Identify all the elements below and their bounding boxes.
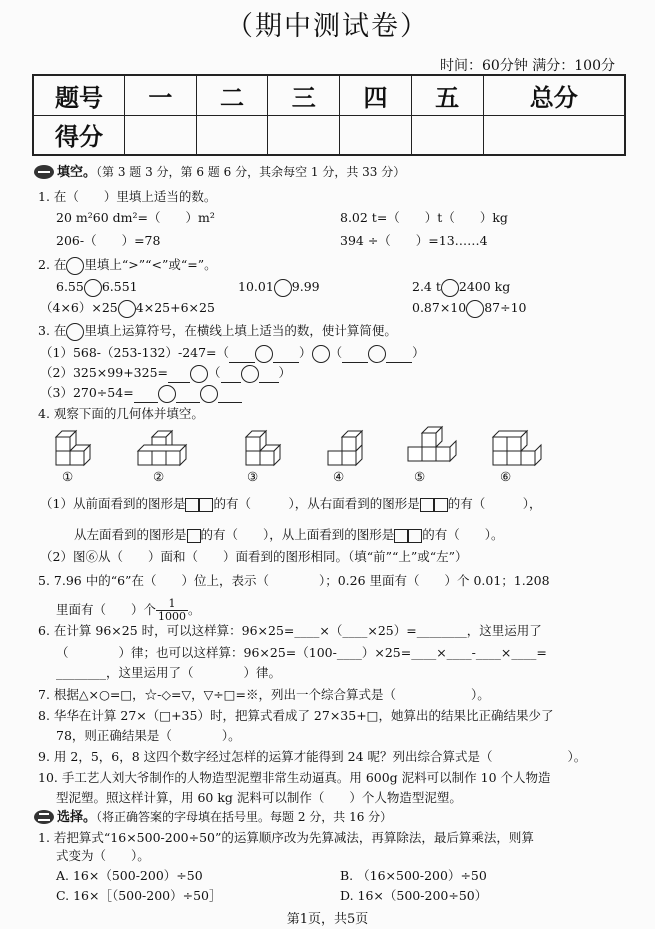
q2-item-right: 87÷10	[484, 300, 527, 315]
blank-line[interactable]	[134, 402, 158, 403]
q3-stem-b: 里填上运算符号，在横线上填上适当的数，使计算简便。	[84, 323, 397, 338]
q2-item-5	[412, 299, 527, 318]
left-view-shape-icon	[187, 529, 201, 543]
compare-circle-icon[interactable]	[466, 300, 484, 318]
score-table	[32, 74, 626, 156]
section-2-note: （将正确答案的字母填在括号里。每题 2 分，共 16 分）	[96, 810, 393, 824]
q4-text: 的有（ ），	[447, 496, 542, 511]
q3-expr-text: （3）270÷54=	[40, 385, 134, 400]
operator-circle-icon[interactable]	[368, 345, 386, 363]
blank-line[interactable]	[259, 382, 279, 383]
q4-line-2	[74, 526, 504, 544]
blank-line[interactable]	[386, 362, 412, 363]
operator-circle-icon[interactable]	[255, 345, 273, 363]
q3-expr-2	[40, 364, 291, 383]
front-view-shape-icon	[199, 498, 213, 512]
right-view-shape-icon	[420, 498, 434, 512]
compare-circle-icon[interactable]	[274, 279, 292, 297]
q5-text: 里面有（ ）个	[56, 602, 157, 617]
q4-text: 的有（ ）。	[422, 527, 504, 542]
q3-paren: ）	[278, 365, 292, 380]
q2-item-right: 4×25+6×25	[135, 300, 215, 315]
cube-label-5: ⑤	[414, 469, 426, 484]
q4-text: 的有（ ），从右面看到的图形是	[213, 496, 420, 511]
q2-item-left: 6.55	[56, 279, 84, 294]
section-1-note: （第 3 题 3 分，第 6 题 6 分，其余每空 1 分，共 33 分）	[96, 165, 406, 179]
score-cell-3[interactable]	[268, 115, 340, 155]
q9: 9. 用 2，5，6，8 这四个数字经过怎样的运算才能得到 24 呢？列出综合算式是（ ）。	[38, 749, 587, 764]
q2-item-4	[40, 299, 215, 318]
cube-figure-4	[328, 431, 362, 465]
q3-expr-3	[40, 384, 242, 403]
cube-label-4: ④	[333, 469, 345, 484]
q5-end: 。	[188, 602, 201, 617]
compare-circle-icon[interactable]	[84, 279, 102, 297]
q5-line-2	[56, 598, 201, 623]
score-row-label: 得分	[33, 115, 125, 155]
operator-circle-icon[interactable]	[312, 345, 330, 363]
fraction	[156, 598, 188, 623]
top-view-shape-icon	[408, 529, 422, 543]
q3-paren: （	[329, 345, 343, 360]
q2-stem	[38, 256, 217, 275]
blank-line[interactable]	[176, 402, 200, 403]
q4-text: 从左面看到的图形是	[74, 527, 187, 542]
section-1-title: 填空。	[57, 165, 97, 180]
q10-line-1: 10. 手工艺人刘大爷制作的人物造型泥塑非常生动逼真。用 600g 泥料可以制作 10 个人物造	[38, 770, 551, 785]
blank-line[interactable]	[168, 382, 190, 383]
cube-figure-1	[56, 431, 90, 465]
section-one-icon	[34, 165, 54, 179]
cube-label-1: ①	[62, 469, 74, 484]
cube-figure-3	[246, 431, 280, 465]
q2-stem-a: 2. 在	[38, 257, 67, 272]
q6-line-1: 6. 在计算 96×25 时，可以这样算：96×25=____×（____×25）=________，这里运用了	[38, 623, 542, 638]
q1-d: 394 ÷（ ）=13……4	[340, 233, 488, 248]
q3-stem	[38, 322, 397, 341]
q2-stem-b: 里填上“>”“<”或“=”。	[84, 257, 217, 272]
header-cell-label: 题号	[33, 75, 125, 115]
fraction-numerator: 1	[156, 598, 188, 611]
score-cell-1[interactable]	[125, 115, 197, 155]
cube-figure-6	[493, 431, 541, 465]
section-1-heading	[34, 163, 405, 182]
q7: 7. 根据△×○=□，☆-◇=▽，▽÷□=※，列出一个综合算式是（ ）。	[38, 687, 490, 702]
q3-paren: （	[208, 365, 221, 380]
q2-item-3	[412, 278, 510, 297]
c1-option-b[interactable]: B. （16×500-200）÷50	[340, 868, 487, 883]
q2-item-right: 2400 kg	[458, 279, 511, 294]
exam-time-info: 时间：60分钟 满分：100分	[440, 58, 615, 74]
q2-item-right: 9.99	[291, 279, 320, 294]
q5-line-1: 5. 7.96 中的“6”在（ ）位上，表示（ ）；0.26 里面有（ ）个 0.01；1.208	[38, 573, 550, 588]
q10-line-2: 型泥塑。照这样计算，用 60 kg 泥料可以制作（ ）个人物造型泥塑。	[56, 790, 462, 805]
q4-line-3: （2）图⑥从（ ）面和（ ）面看到的图形相同。（填“前”“上”或“左”）	[40, 549, 468, 564]
q4-stem: 4. 观察下面的几何体并填空。	[38, 406, 204, 421]
score-cell-4[interactable]	[340, 115, 412, 155]
q2-item-left: 0.87×10	[412, 300, 467, 315]
c1-line-2: 式变为（ ）。	[56, 848, 150, 863]
c1-option-c[interactable]: C. 16×［（500-200）÷50］	[56, 888, 222, 903]
section-2-heading	[34, 808, 392, 827]
header-cell-5: 五	[411, 75, 483, 115]
cube-label-2: ②	[153, 469, 165, 484]
q2-item-right: 6.551	[101, 279, 138, 294]
section-two-icon	[34, 810, 54, 824]
header-cell-3: 三	[268, 75, 340, 115]
q4-line-1	[40, 495, 542, 513]
c1-option-d[interactable]: D. 16×（500-200÷50）	[340, 888, 488, 903]
q2-item-1	[56, 278, 138, 297]
q3-expr-1	[40, 344, 425, 363]
header-cell-1: 一	[125, 75, 197, 115]
page-title: （期中测试卷）	[226, 11, 429, 42]
q1-c: 206-（ ）=78	[56, 233, 161, 248]
cube-figure-5	[408, 427, 456, 461]
q2-item-left: 2.4 t	[412, 279, 441, 294]
operator-circle-icon[interactable]	[158, 385, 176, 403]
score-table-header-row	[33, 75, 625, 115]
q3-expr-text: （1）568-（253-132）-247=（	[40, 345, 230, 360]
cube-label-6: ⑥	[500, 469, 512, 484]
score-table-score-row	[33, 115, 625, 155]
q8-line-2: 78，则正确结果是（ ）。	[56, 728, 241, 743]
cube-figures	[48, 425, 608, 487]
q3-stem-a: 3. 在	[38, 323, 67, 338]
fraction-denominator: 1000	[158, 610, 187, 623]
c1-option-a[interactable]: A. 16×（500-200）÷50	[56, 868, 203, 883]
answer-circle-icon	[66, 257, 84, 275]
q2-item-left: 10.01	[238, 279, 274, 294]
q3-expr-text: （2）325×99+325=	[40, 365, 168, 380]
answer-circle-icon	[66, 323, 84, 341]
q6-line-3: ________，这里运用了（ ）律。	[56, 665, 282, 680]
header-cell-4: 四	[340, 75, 412, 115]
cube-label-3: ③	[247, 469, 259, 484]
score-cell-total[interactable]	[483, 115, 625, 155]
header-cell-total: 总分	[483, 75, 625, 115]
front-view-shape-icon	[185, 498, 199, 512]
score-cell-2[interactable]	[196, 115, 268, 155]
blank-line[interactable]	[342, 362, 368, 363]
score-cell-5[interactable]	[411, 115, 483, 155]
q1-a: 20 m²60 dm²=（ ）m²	[56, 210, 215, 225]
blank-line[interactable]	[221, 382, 241, 383]
q3-paren: ）	[299, 345, 312, 360]
operator-circle-icon[interactable]	[241, 365, 259, 383]
operator-circle-icon[interactable]	[190, 365, 208, 383]
blank-line[interactable]	[229, 362, 255, 363]
c1-line-1: 1. 若把算式“16×500-200÷50”的运算顺序改为先算减法，再算除法，最后算乘法，则算	[38, 830, 534, 845]
blank-line[interactable]	[273, 362, 299, 363]
q8-line-1: 8. 华华在计算 27×（□+35）时，把算式看成了 27×35+□，她算出的结果比正确结果少了	[38, 708, 554, 723]
q6-line-2: （ ）律；也可以这样算：96×25=（100-____）×25=____×____-____×____=	[56, 645, 547, 660]
cube-figure-2	[138, 431, 186, 465]
q4-text: （1）从前面看到的图形是	[40, 496, 186, 511]
q1-stem: 1. 在（ ）里填上适当的数。	[38, 189, 217, 204]
header-cell-2: 二	[196, 75, 268, 115]
q2-item-left: （4×6）×25	[40, 300, 118, 315]
q4-text: 的有（ ），从上面看到的图形是	[200, 527, 395, 542]
blank-line[interactable]	[218, 402, 242, 403]
q1-b: 8.02 t=（ ）t（ ）kg	[340, 210, 508, 225]
q2-item-2	[238, 278, 320, 297]
compare-circle-icon[interactable]	[118, 300, 136, 318]
operator-circle-icon[interactable]	[200, 385, 218, 403]
right-view-shape-icon	[434, 498, 448, 512]
top-view-shape-icon	[394, 529, 408, 543]
section-2-title: 选择。	[57, 810, 97, 825]
q3-paren: ）	[412, 345, 425, 360]
compare-circle-icon[interactable]	[441, 279, 459, 297]
page-footer: 第1页，共5页	[286, 912, 369, 927]
